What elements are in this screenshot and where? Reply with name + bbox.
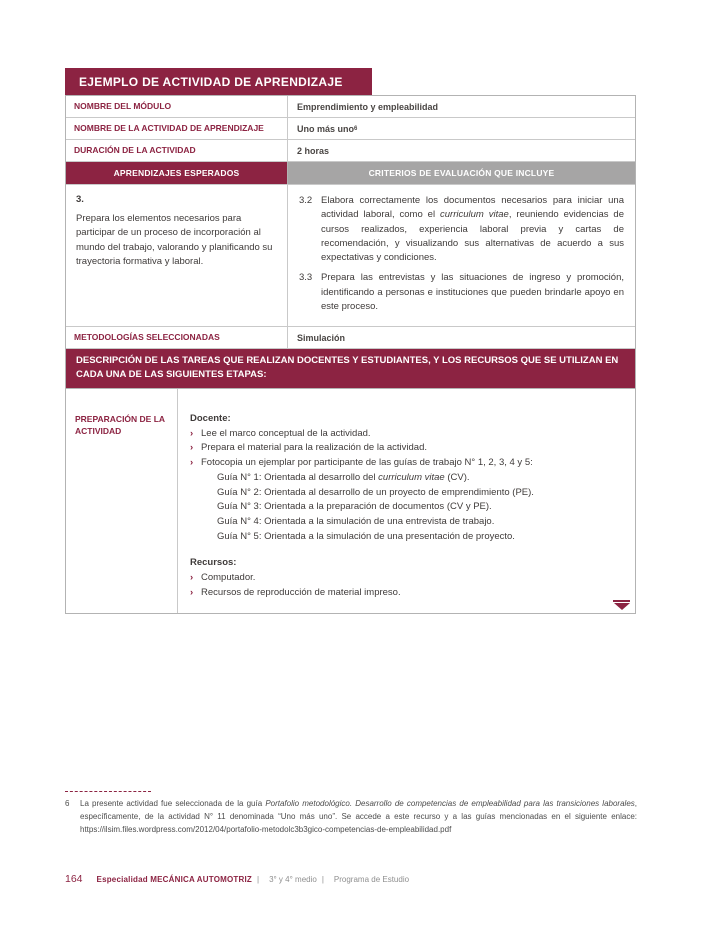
expected-learning-header: APRENDIZAJES ESPERADOS [66, 162, 288, 184]
page-number: 164 [65, 873, 83, 885]
evaluation-criteria-cell [288, 185, 635, 326]
list-item-text: Recursos de reproducción de material impreso. [201, 587, 401, 599]
criteria-text [321, 271, 624, 314]
guide-item [217, 515, 623, 530]
activity-title-bar [65, 68, 372, 95]
activity-table [65, 95, 636, 614]
criteria-number: 3.3 [299, 272, 313, 284]
table-section-headers [66, 162, 635, 185]
footer-program: Programa de Estudio [333, 875, 410, 884]
footer-divider: | [256, 875, 260, 884]
list-item-text: Lee el marco conceptual de la actividad. [201, 427, 371, 439]
recursos-section [190, 557, 623, 600]
criteria-number: 3.2 [299, 195, 313, 207]
guide-item [217, 530, 623, 545]
footnote-text [80, 798, 637, 836]
table-row-module [66, 96, 635, 118]
preparation-row [66, 389, 635, 613]
italic-text-segment: curriculum vitae [378, 471, 445, 483]
activity-title: EJEMPLO DE ACTIVIDAD DE APRENDIZAJE [79, 74, 343, 89]
footnote-separator [65, 791, 151, 792]
text-segment: , reuniendo evidencias de cursos realizados, experiencia laboral previa y cartas de recomendación, y visualizando sus alternativas de acuerdo a sus expectativas y condiciones. [321, 209, 624, 264]
tasks-description-header: DESCRIPCIÓN DE LAS TAREAS QUE REALIZAN DOCENTES Y ESTUDIANTES, Y LOS RECURSOS QUE SE UTILIZAN EN CADA UNA DE LAS SIGUIENTES ETAPAS: [66, 349, 635, 389]
list-item [190, 456, 623, 471]
list-item-text: Prepara el material para la realización de la actividad. [201, 442, 428, 454]
criteria-text [321, 194, 624, 265]
activity-example-block [65, 68, 636, 614]
row-value: Uno más uno 6 [297, 123, 358, 134]
criteria-item [299, 271, 624, 314]
chevron-bullet-icon: › [190, 427, 194, 439]
list-item [190, 441, 623, 456]
page-footer [65, 873, 409, 885]
row-label: NOMBRE DE LA ACTIVIDAD DE APRENDIZAJE [66, 118, 288, 139]
value-text: Simulación [297, 332, 346, 343]
footer-divider: | [321, 875, 324, 884]
list-item [190, 571, 623, 586]
table-row-activity-name [66, 118, 635, 140]
guide-item [217, 500, 623, 515]
guides-list [217, 471, 623, 545]
footnote [65, 798, 637, 836]
list-item-text: Fotocopia un ejemplar por participante de las guías de trabajo N° 1, 2, 3, 4 y 5: [201, 457, 533, 469]
footer-specialty: Especialidad MECÁNICA AUTOMOTRIZ [96, 875, 252, 884]
chevron-bullet-icon: › [190, 587, 194, 599]
chevron-bullet-icon: › [190, 442, 194, 454]
expected-learning-number: 3. [76, 194, 84, 206]
text-segment: La presente actividad fue seleccionada de la guía [80, 799, 266, 808]
text-segment: Guía N° 4: Orientada a la simulación de una entrevista de trabajo. [217, 516, 495, 527]
table-row-duration [66, 140, 635, 162]
footnote-block [65, 791, 637, 836]
text-segment: Prepara las entrevistas y las situaciones de ingreso y promoción, identificando a personas e instituciones que pueden brindarle apoyo en este proceso. [321, 272, 624, 312]
text-segment: Guía N° 1: Orientada al desarrollo del [217, 471, 379, 483]
docente-title: Docente: [190, 412, 231, 424]
list-item [190, 427, 623, 442]
preparation-content [178, 389, 635, 613]
text-segment: , específicamente, de la actividad N° 11 denominada “Uno más uno”. Se accede a este recurso y a las guías mencionadas en el siguiente enlace: [80, 799, 638, 821]
row-value [288, 327, 635, 348]
guide-item [217, 486, 623, 501]
footer-grade: 3° y 4° medio [269, 875, 317, 884]
text-segment: Guía N° 5: Orientada a la simulación de una presentación de proyecto. [217, 530, 515, 542]
text-segment: Guía N° 2: Orientada al desarrollo de un proyecto de emprendimiento (PE). [217, 486, 534, 498]
table-row-methodology [66, 327, 635, 349]
row-label: DURACIÓN DE LA ACTIVIDAD [66, 140, 288, 161]
value-text: Emprendimiento y empleabilidad [297, 101, 439, 112]
evaluation-criteria-header: CRITERIOS DE EVALUACIÓN QUE INCLUYE [288, 162, 635, 184]
preparation-label: PREPARACIÓN DE LA ACTIVIDAD [66, 389, 178, 613]
value-text: Uno más uno [297, 123, 355, 134]
list-item-text: Computador. [201, 572, 256, 584]
chevron-bullet-icon: › [190, 572, 194, 584]
text-segment: Guía N° 3: Orientada a la preparación de documentos (CV y PE). [217, 501, 492, 513]
expected-learning-cell [66, 185, 288, 326]
text-segment: (CV). [444, 471, 470, 483]
text-segment: Elabora correctamente los documentos necesarios para iniciar una actividad laboral, como el [321, 195, 624, 221]
recursos-title: Recursos: [190, 557, 237, 569]
row-value [288, 140, 635, 161]
row-label: METODOLOGÍAS SELECCIONADAS [66, 327, 288, 348]
italic-text-segment: curriculum vitae [440, 209, 509, 221]
chevron-bullet-icon: › [190, 457, 194, 469]
footnote-link[interactable]: https://ilsim.files.wordpress.com/2012/04/portafolio-metodolc3b3gico-competencias-de-empleabilidad.pdf [80, 824, 452, 834]
italic-text-segment: Portafolio metodológico. Desarrollo de competencias de empleabilidad para las transiciones laborales [265, 799, 635, 808]
value-text: 2 horas [297, 145, 330, 156]
learning-content-row [66, 185, 635, 327]
row-value [288, 96, 635, 117]
criteria-item [299, 194, 624, 265]
row-label: NOMBRE DEL MÓDULO [66, 96, 288, 117]
list-item [190, 586, 623, 601]
expected-learning-text: Prepara los elementos necesarios para participar de un proceso de incorporación al mundo del trabajo, valorando y planificando su trayectoria formativa y laboral. [76, 213, 273, 267]
guide-item [217, 471, 623, 486]
footnote-number: 6 [65, 799, 70, 808]
continuation-arrow-icon [613, 600, 630, 610]
